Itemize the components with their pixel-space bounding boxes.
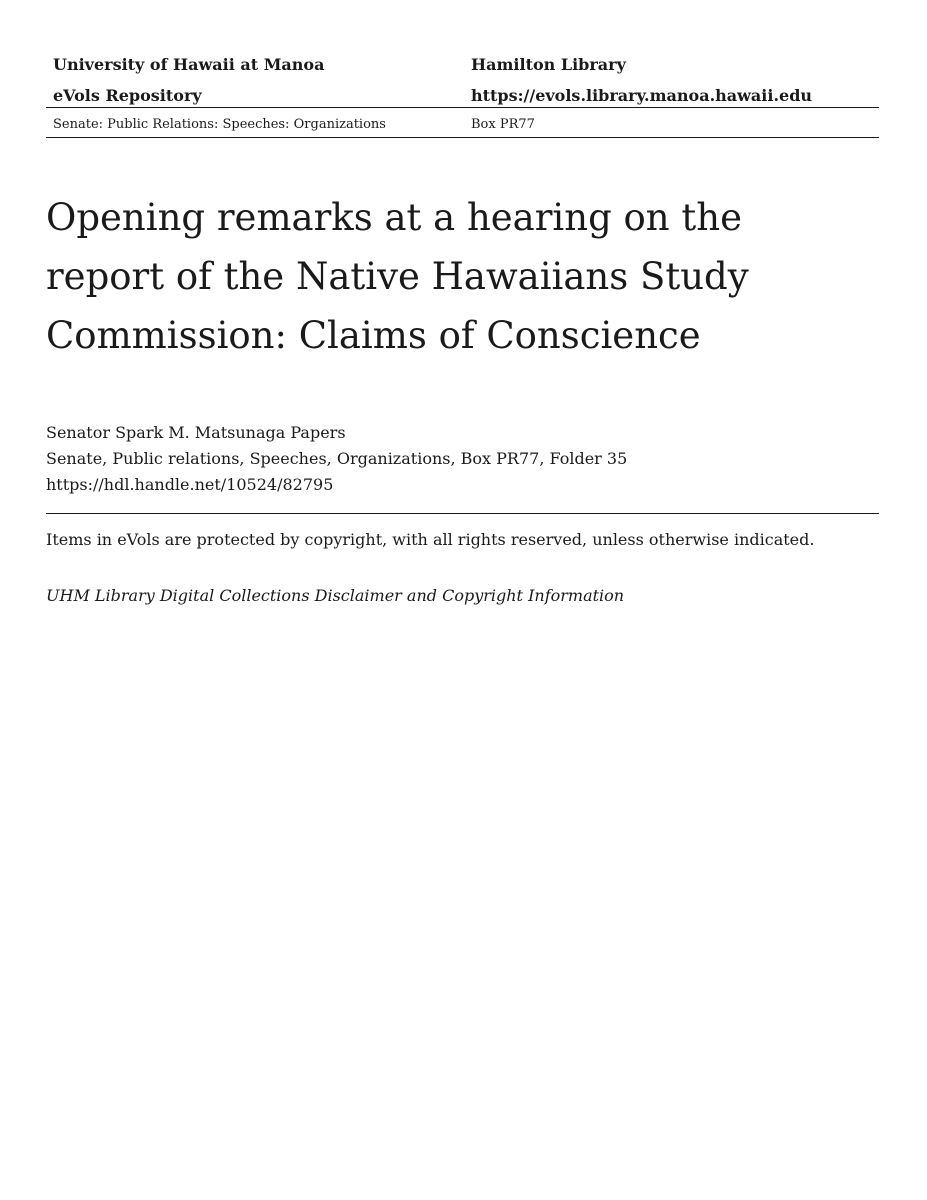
document-title: Opening remarks at a hearing on the report of the Native Hawaiians Study Commission: Claims of Conscience xyxy=(46,196,749,357)
header-block xyxy=(46,52,879,114)
header-row-1 xyxy=(46,52,879,83)
repository-url[interactable]: https://evols.library.manoa.hawaii.edu xyxy=(471,86,813,105)
document-metadata xyxy=(46,420,627,498)
disclaimer-link[interactable]: UHM Library Digital Collections Disclaimer and Copyright Information xyxy=(46,586,625,605)
box-label: Box PR77 xyxy=(471,117,535,132)
header-divider-top xyxy=(46,107,879,108)
handle-url[interactable]: https://hdl.handle.net/10524/82795 xyxy=(46,475,334,494)
collection-path: Senate: Public Relations: Speeches: Organizations xyxy=(53,117,386,132)
institution-name: University of Hawaii at Manoa xyxy=(53,55,325,74)
library-name: Hamilton Library xyxy=(471,55,626,74)
rights-statement: Items in eVols are protected by copyright, with all rights reserved, unless otherwise indicated. xyxy=(46,530,815,549)
footer-divider xyxy=(46,513,879,514)
collection-name: Senator Spark M. Matsunaga Papers xyxy=(46,423,346,442)
folder-location: Senate, Public relations, Speeches, Organizations, Box PR77, Folder 35 xyxy=(46,449,628,468)
repository-name: eVols Repository xyxy=(53,86,202,105)
header-divider-bottom xyxy=(46,137,879,138)
header-row-2 xyxy=(46,83,879,114)
